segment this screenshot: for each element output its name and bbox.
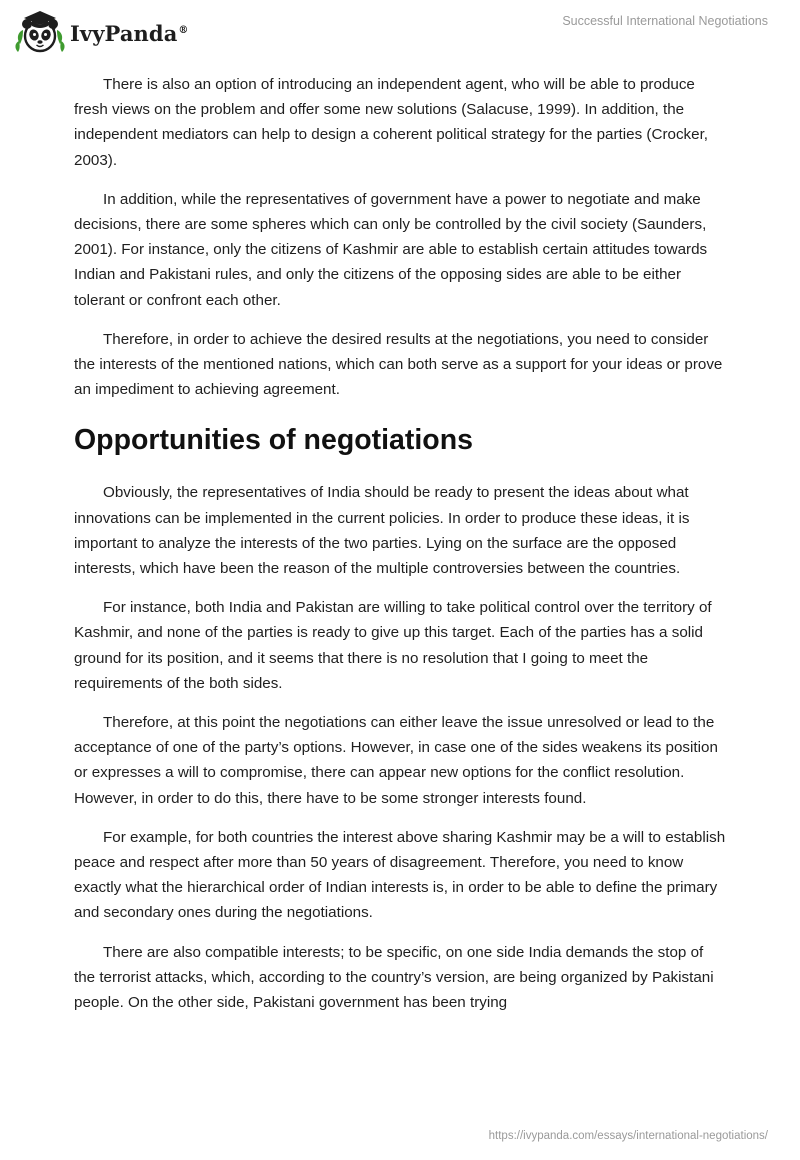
paragraph-kashmir-control: For instance, both India and Pakistan are willing to take political control over the territory of Kashmir, and none of the parties is ready to give up this target. Each of the parties has a solid ground for its position, and it seems that there is no resolution that I going to meet the requirements of the both sides. bbox=[74, 599, 712, 692]
document-title: Successful International Negotiations bbox=[562, 14, 768, 28]
paragraph-innovations: Obviously, the representatives of India should be ready to present the ideas about what innovations can be implemented in the current policies. In order to produce these ideas, it is important to analyze the interests of the two parties. Lying on the surface are the opposed interests, which have been the reason of the multiple controversies between the countries. bbox=[74, 484, 690, 578]
source-url-link[interactable]: https://ivypanda.com/essays/international-negotiations/ bbox=[488, 1130, 768, 1142]
paragraph-peace-interest: For example, for both countries the interest above sharing Kashmir may be a will to establish peace and respect after more than 50 years of disagreement. Therefore, you need to know exactly what the hierarchical order of Indian interests is, in order to be able to define the primary and secondary ones during the negotiations. bbox=[74, 828, 726, 922]
paragraph-independent-agent: There is also an option of introducing an independent agent, who will be able to produce fresh views on the problem and offer some new solutions (Salacuse, 1999). In addition, the independent mediators can help to design a coherent political strategy for the parties (Crocker, 2003). bbox=[74, 76, 709, 169]
panda-graduate-icon bbox=[14, 8, 66, 56]
section-heading: Opportunities of negotiations bbox=[74, 424, 473, 457]
logo-text bbox=[70, 21, 189, 46]
paragraph-compatible-interests: There are also compatible interests; to be specific, on one side India demands the stop of the terrorist attacks, which, according to the country’s version, are being organized by Pakistani people. On the other side, Pakistani government has been trying bbox=[74, 943, 714, 1012]
essay-content bbox=[74, 72, 728, 1029]
paragraph-desired-results: Therefore, in order to achieve the desired results at the negotiations, you need to consider the interests of the mentioned nations, which can both serve as a support for your ideas or prove an impediment to achieving agreement. bbox=[74, 330, 723, 399]
page-header bbox=[0, 0, 800, 62]
ivypanda-logo[interactable] bbox=[14, 8, 189, 56]
paragraph-compromise: Therefore, at this point the negotiations can either leave the issue unresolved or lead to the acceptance of one of the party’s options. However, in case one of the sides weakens its position or expresses a will to compromise, there can appear new options for the conflict resolution. However, in order to do this, there have to be some stronger interests found. bbox=[74, 714, 718, 807]
logo-wordmark: IvyPanda bbox=[70, 20, 178, 46]
logo-registered-mark: ® bbox=[178, 24, 189, 36]
paragraph-civil-society: In addition, while the representatives of government have a power to negotiate and make decisions, there are some spheres which can only be controlled by the civil society (Saunders, 2001). For instance, only the citizens of Kashmir are able to establish certain attitudes towards Indian and Pakistani rules, and only the citizens of the opposing sides are able to be either tolerant or confront each other. bbox=[74, 190, 708, 309]
